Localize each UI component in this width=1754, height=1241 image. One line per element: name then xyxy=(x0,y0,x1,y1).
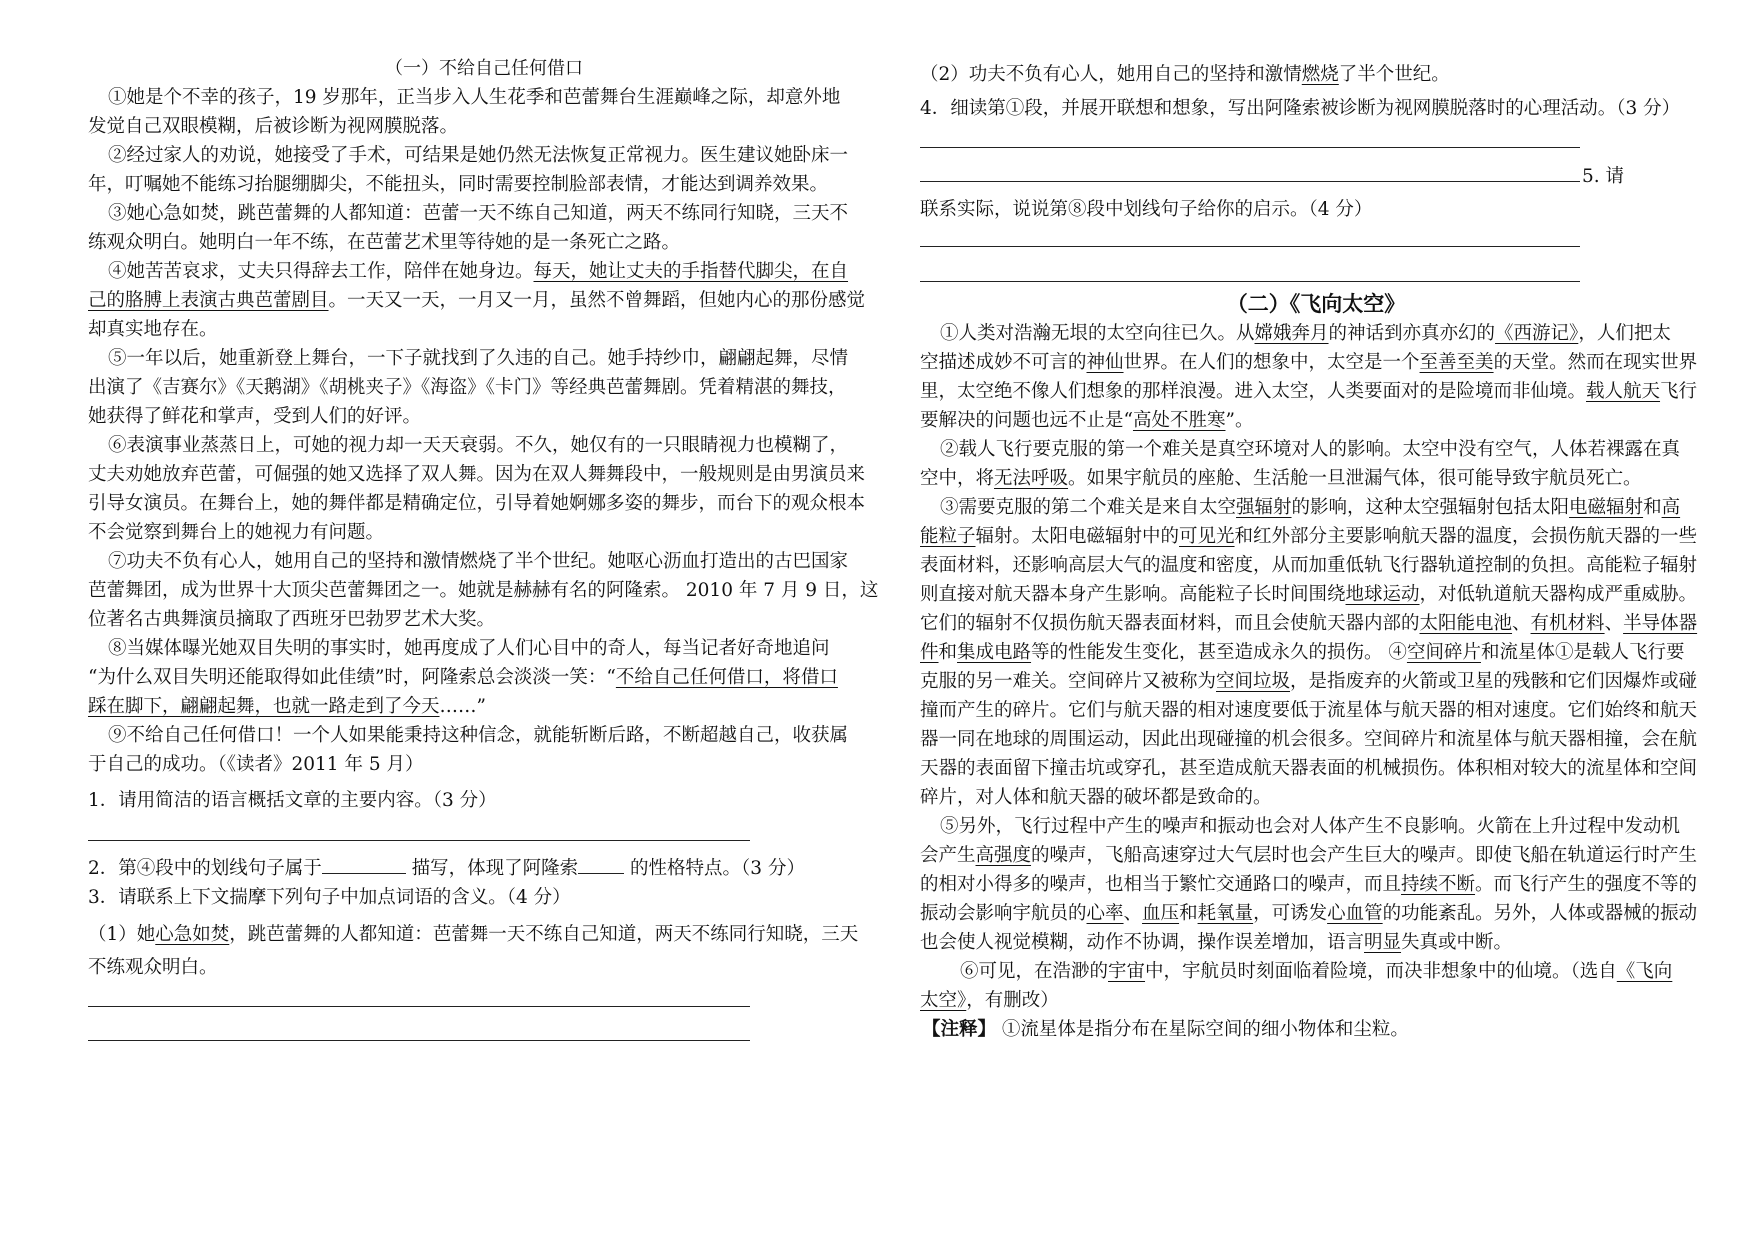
paragraph-line: 她获得了鲜花和掌声，受到人们的好评。 xyxy=(88,406,422,427)
answer-line[interactable] xyxy=(920,147,1580,148)
paragraph-line: ③需要克服的第二个难关是来自太空强辐射的影响，这种太空强辐射包括太阳电磁辐射和高 xyxy=(940,497,1681,518)
dotted-phrase: 心急如焚 xyxy=(155,924,230,945)
paragraph-line: ⑨不给自己任何借口！一个人如果能秉持这种信念，就能斩断后路，不断超越自己，收获属 xyxy=(108,725,849,746)
paragraph-line: 会产生高强度的噪声，飞船高速穿过大气层时也会产生巨大的噪声。即使飞船在轨道运行时产生 xyxy=(920,845,1698,866)
paragraph-line: 能粒子辐射。太阳电磁辐射中的可见光和红外部分主要影响航天器的温度，会损伤航天器的一些 xyxy=(920,526,1698,547)
paragraph-line: 器一同在地球的周围运动，因此出现碰撞的机会很多。空间碎片和流星体与航天器相撞，会在航 xyxy=(920,729,1698,750)
question-3-part-2: （2）功夫不负有心人，她用自己的坚持和激情燃烧了半个世纪。 xyxy=(920,64,1450,85)
question-2: 2．第④段中的划线句子属于 描写，体现了阿隆索 的性格特点。（3 分） xyxy=(88,853,880,883)
question-3-part-1: （1）她心急如焚，跳芭蕾舞的人都知道：芭蕾舞一天不练自己知道，两天不练同行知晓，三天 xyxy=(88,924,859,945)
paragraph-line: 里，太空绝不像人们想象的那样浪漫。进入太空，人类要面对的是险境而非仙境。载人航天飞行 xyxy=(920,381,1698,402)
paragraph-line: 也会使人视觉模糊，动作不协调，操作误差增加，语言明显失真或中断。 xyxy=(920,932,1513,953)
paragraph-line: 位著名古典舞演员摘取了西班牙巴勃罗艺术大奖。 xyxy=(88,609,496,630)
paragraph-line: ⑤一年以后，她重新登上舞台，一下子就找到了久违的自己。她手持纱巾，翩翩起舞，尽情 xyxy=(108,348,849,369)
fill-blank[interactable] xyxy=(578,853,624,874)
note-label: 【注释】 xyxy=(922,1019,997,1040)
answer-line[interactable] xyxy=(88,1006,750,1007)
paragraph-line: ①人类对浩瀚无垠的太空向往已久。从嫦娥奔月的神话到亦真亦幻的《西游记》，人们把太 xyxy=(940,323,1671,344)
paragraph-line: 振动会影响宇航员的心率、血压和耗氧量，可诱发心血管的功能紊乱。另外，人体或器械的振动 xyxy=(920,903,1698,924)
paragraph-line: 丈夫劝她放弃芭蕾，可倔强的她又选择了双人舞。因为在双人舞舞段中，一般规则是由男演员来 xyxy=(88,464,866,485)
question-1: 1．请用简洁的语言概括文章的主要内容。（3 分） xyxy=(88,790,497,811)
answer-line[interactable] xyxy=(88,840,750,841)
paragraph-line: 件和集成电路等的性能发生变化，甚至造成永久的损伤。 ④空间碎片和流星体①是载人飞行要 xyxy=(920,642,1685,663)
answer-line[interactable] xyxy=(920,246,1580,247)
paragraph-line: 空中，将无法呼吸。如果宇航员的座舱、生活舱一旦泄漏气体，很可能导致宇航员死亡。 xyxy=(920,468,1642,489)
paragraph-line: “为什么双目失明还能取得如此佳绩”时，阿隆索总会淡淡一笑：“不给自己任何借口，将借口 xyxy=(88,667,838,688)
paragraph-line: 的相对小得多的噪声，也相当于繁忙交通路口的噪声，而且持续不断。而飞行产生的强度不等的 xyxy=(920,874,1698,895)
paragraph-line: 要解决的问题也远不止是“高处不胜寒”。 xyxy=(920,410,1254,431)
paragraph-line: 太空》，有删改） xyxy=(920,990,1059,1011)
paragraph-line: 空描述成妙不可言的神仙世界。在人们的想象中，太空是一个至善至美的天堂。然而在现实世界 xyxy=(920,352,1698,373)
paragraph-line: 则直接对航天器本身产生影响。高能粒子长时间围绕地球运动，对低轨道航天器构成严重威胁。 xyxy=(920,584,1698,605)
paragraph-line: 于自己的成功。（《读者》2011 年 5 月） xyxy=(88,754,424,775)
underlined-sentence: 不给自己任何借口，将借口 xyxy=(615,667,838,688)
paragraph-line: 表面材料，还影响高层大气的温度和密度，从而加重低轨飞行器轨道控制的负担。高能粒子辐射 xyxy=(920,555,1698,576)
paragraph-line: 它们的辐射不仅损伤航天器表面材料，而且会使航天器内部的太阳能电池、有机材料、半导体器 xyxy=(920,613,1698,634)
answer-line[interactable] xyxy=(920,281,1580,282)
paragraph-line: 不会觉察到舞台上的她视力有问题。 xyxy=(88,522,385,543)
question-4: 4．细读第①段，并展开联想和想象，写出阿隆索被诊断为视网膜脱落时的心理活动。（3 分） xyxy=(920,98,1681,119)
paragraph-line: 踩在脚下，翩翩起舞，也就一路走到了今天……” xyxy=(88,696,486,717)
paragraph-line: 发觉自己双眼模糊，后被诊断为视网膜脱落。 xyxy=(88,116,459,137)
paragraph-line: 碎片，对人体和航天器的破坏都是致命的。 xyxy=(920,787,1272,808)
paragraph-line: ⑥可见，在浩渺的宇宙中，宇航员时刻面临着险境，而决非想象中的仙境。（选自《飞向 xyxy=(960,961,1673,982)
answer-line[interactable] xyxy=(88,1040,750,1041)
paragraph-line: ①她是个不幸的孩子，19 岁那年，正当步入人生花季和芭蕾舞台生涯巅峰之际，却意外地 xyxy=(108,87,841,108)
underlined-sentence: 每天，她让丈夫的手指替代脚尖，在自 xyxy=(533,261,849,282)
paragraph-line: 己的胳膊上表演古典芭蕾剧目。一天又一天，一月又一月，虽然不曾舞蹈，但她内心的那份感觉 xyxy=(88,290,866,311)
paragraph-line: 却真实地存在。 xyxy=(88,319,218,340)
paragraph-line: ⑦功夫不负有心人，她用自己的坚持和激情燃烧了半个世纪。她呕心沥血打造出的古巴国家 xyxy=(108,551,849,572)
question-3: 3．请联系上下文揣摩下列句子中加点词语的含义。（4 分） xyxy=(88,887,571,908)
paragraph-line: 出演了《吉赛尔》《天鹅湖》《胡桃夹子》《海盗》《卡门》等经典芭蕾舞剧。凭着精湛的舞技， xyxy=(88,377,847,398)
paragraph-line: 撞而产生的碎片。它们与航天器的相对速度要低于流星体与航天器的相对速度。它们始终和航天 xyxy=(920,700,1698,721)
paragraph-line: ⑥表演事业蒸蒸日上，可她的视力却一天天衰弱。不久，她仅有的一只眼睛视力也模糊了， xyxy=(108,435,849,456)
paragraph-line: 练观众明白。她明白一年不练，在芭蕾艺术里等待她的是一条死亡之路。 xyxy=(88,232,681,253)
paragraph-line: ②载人飞行要克服的第一个难关是真空环境对人的影响。太空中没有空气，人体若裸露在真 xyxy=(940,439,1681,460)
underlined-sentence: 己的胳膊上表演古典芭蕾剧目 xyxy=(88,290,329,311)
paragraph-line: ⑧当媒体曝光她双目失明的事实时，她再度成了人们心目中的奇人，每当记者好奇地追问 xyxy=(108,638,830,659)
fill-blank[interactable] xyxy=(322,853,406,874)
answer-line[interactable] xyxy=(920,181,1580,182)
paragraph-line: 引导女演员。在舞台上，她的舞伴都是精确定位，引导着她婀娜多姿的舞步，而台下的观众根本 xyxy=(88,493,866,514)
paragraph-line: ②经过家人的劝说，她接受了手术，可结果是她仍然无法恢复正常视力。医生建议她卧床一 xyxy=(108,145,849,166)
dotted-phrase: 燃烧 xyxy=(1301,64,1339,85)
paragraph-line: ⑤另外，飞行过程中产生的噪声和振动也会对人体产生不良影响。火箭在上升过程中发动机 xyxy=(940,816,1681,837)
question-3-part-1-cont: 不练观众明白。 xyxy=(88,957,218,978)
paragraph-line: 芭蕾舞团，成为世界十大顶尖芭蕾舞团之一。她就是赫赫有名的阿隆索。 2010 年 7 月 9 日，这 xyxy=(88,580,879,601)
paragraph-line: ③她心急如焚，跳芭蕾舞的人都知道：芭蕾一天不练自己知道，两天不练同行知晓，三天不 xyxy=(108,203,849,224)
paragraph-line: ④她苦苦哀求，丈夫只得辞去工作，陪伴在她身边。每天，她让丈夫的手指替代脚尖，在自 xyxy=(108,261,849,282)
paragraph-line: 天器的表面留下撞击坑或穿孔，甚至造成航天器表面的机械损伤。体积相对较大的流星体和空间 xyxy=(920,758,1698,779)
question-5: 联系实际，说说第⑧段中划线句子给你的启示。（4 分） xyxy=(920,199,1373,220)
paragraph-line: 年，叮嘱她不能练习抬腿绷脚尖，不能扭头，同时需要控制脸部表情，才能达到调养效果。 xyxy=(88,174,829,195)
section-two-title: （二）《飞向太空》 xyxy=(1226,291,1406,316)
annotation-note: 【注释】 ①流星体是指分布在星际空间的细小物体和尘粒。 xyxy=(922,1019,1409,1040)
question-5-number: 5. 请 xyxy=(1582,166,1625,187)
paragraph-line: 克服的另一难关。空间碎片又被称为空间垃圾，是指废弃的火箭或卫星的残骸和它们因爆炸或碰 xyxy=(920,671,1698,692)
underlined-sentence: 踩在脚下，翩翩起舞，也就一路走到了今天 xyxy=(88,696,440,717)
section-one-title: （一）不给自己任何借口 xyxy=(385,58,583,79)
